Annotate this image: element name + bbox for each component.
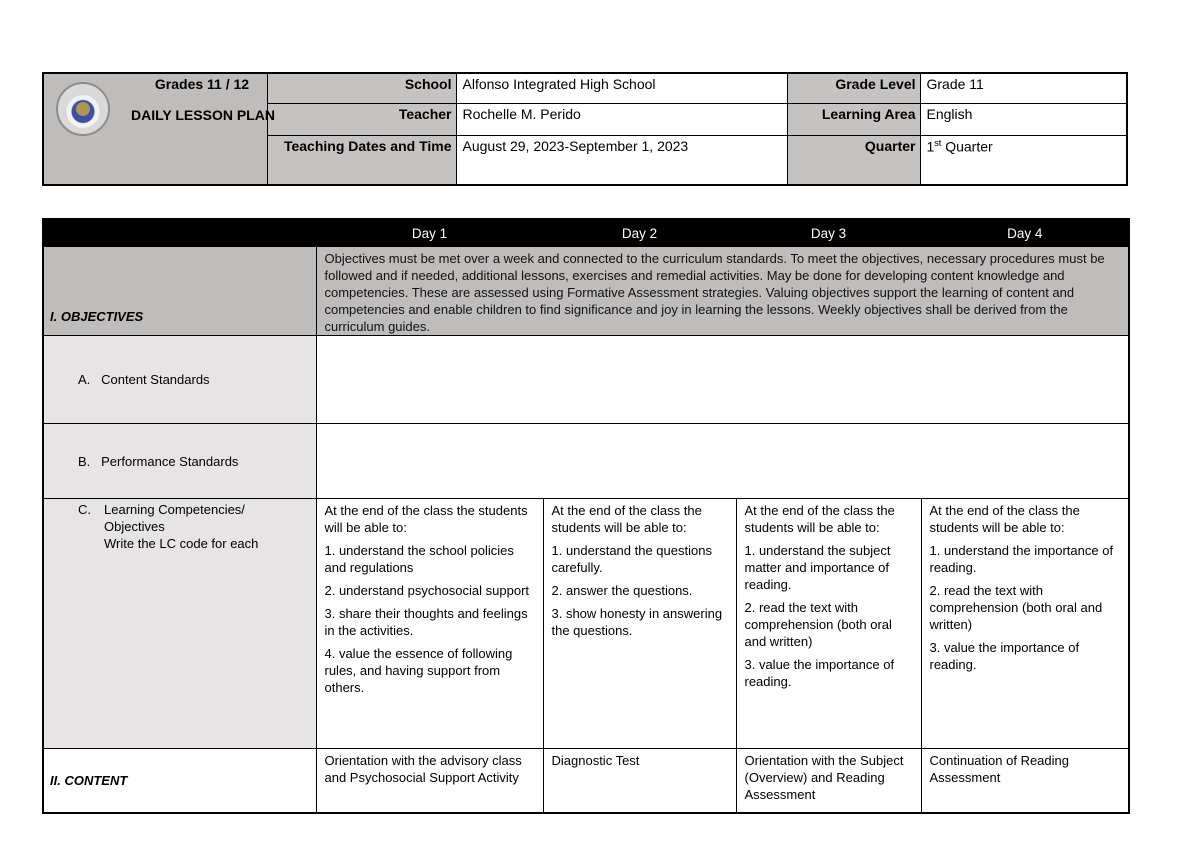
header-table (42, 72, 1128, 186)
learning-area-label: Learning Area (787, 103, 920, 135)
quarter-label: Quarter (787, 135, 920, 185)
competencies-day3: At the end of the class the students will be able to: 1. understand the subject matter and importance of reading. 2. read the text with comprehension (both oral and written) 3. value the importance of reading. (736, 499, 921, 749)
content-row (43, 749, 1129, 813)
dates-value: August 29, 2023-September 1, 2023 (456, 135, 787, 185)
performance-standards-cell (316, 424, 1129, 499)
lesson-plan-table (42, 218, 1130, 814)
grade-level-value: Grade 11 (920, 73, 1127, 103)
day-header: Day 2 (543, 219, 736, 247)
content-day1: Orientation with the advisory class and Psychosocial Support Activity (316, 749, 543, 813)
performance-standards-row (43, 424, 1129, 499)
competencies-day4: At the end of the class the students will be able to: 1. understand the importance of reading. 2. read the text with comprehension (both oral and written) 3. value the importance of reading. (921, 499, 1129, 749)
content-day3: Orientation with the Subject (Overview) and Reading Assessment (736, 749, 921, 813)
header-title-block (43, 73, 275, 185)
objectives-row (43, 247, 1129, 336)
objectives-heading: I. OBJECTIVES (43, 247, 316, 336)
competencies-label: C. Learning Competencies/ Objectives Write the LC code for each (43, 499, 316, 749)
quarter-value: 1st Quarter (920, 135, 1127, 185)
dlp-title: DAILY LESSON PLAN (131, 107, 275, 123)
day-header-empty (43, 219, 316, 247)
dates-label: Teaching Dates and Time (267, 135, 456, 185)
day-header: Day 1 (316, 219, 543, 247)
content-standards-cell (316, 336, 1129, 424)
content-day2: Diagnostic Test (543, 749, 736, 813)
deped-seal-icon (56, 82, 110, 136)
grades-label: Grades 11 / 12 (154, 76, 250, 92)
objectives-note: Objectives must be met over a week and connected to the curriculum standards. To meet the objectives, necessary procedures must be followed and if needed, additional lessons, exercises and remedial activities. May be done for developing content knowledge and competencies. These are assessed using Formative Assessment strategies. Valuing objectives support the learning of content and competencies and enable children to find significance and joy in learning the lessons. Weekly objectives shall be derived from the curriculum guides. (316, 247, 1129, 336)
school-label: School (267, 73, 456, 103)
day-header: Day 3 (736, 219, 921, 247)
content-day4: Continuation of Reading Assessment (921, 749, 1129, 813)
competencies-day1: At the end of the class the students will be able to: 1. understand the school policies and regulations 2. understand psychosocial support 3. share their thoughts and feelings in the activities. 4. value the essence of following rules, and having support from others. (316, 499, 543, 749)
day-header: Day 4 (921, 219, 1129, 247)
grade-level-label: Grade Level (787, 73, 920, 103)
performance-standards-label: B. Performance Standards (43, 424, 316, 499)
competencies-row (43, 499, 1129, 749)
day-header-row (43, 219, 1129, 247)
school-value: Alfonso Integrated High School (456, 73, 787, 103)
content-standards-row (43, 336, 1129, 424)
content-standards-label: A. Content Standards (43, 336, 316, 424)
content-heading: II. CONTENT (43, 749, 316, 813)
teacher-label: Teacher (267, 103, 456, 135)
teacher-value: Rochelle M. Perido (456, 103, 787, 135)
learning-area-value: English (920, 103, 1127, 135)
competencies-day2: At the end of the class the students will be able to: 1. understand the questions carefully. 2. answer the questions. 3. show honesty in answering the questions. (543, 499, 736, 749)
